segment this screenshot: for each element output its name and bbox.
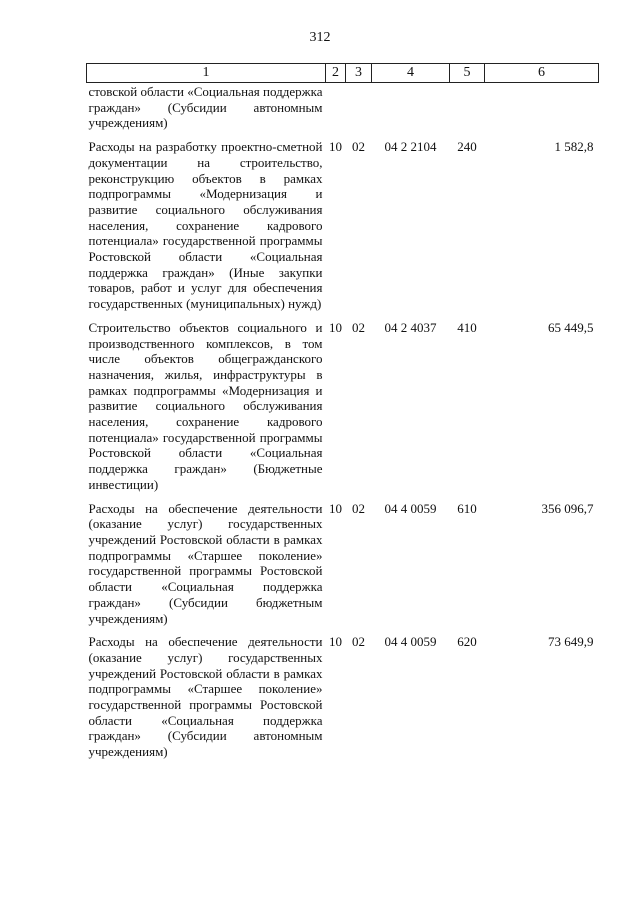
row-section: 10 — [329, 634, 342, 650]
row-target-article: 04 4 0059 — [384, 634, 437, 650]
header-col-5: 5 — [450, 64, 485, 83]
row-section: 10 — [329, 319, 342, 335]
row-amount: 73 649,9 — [548, 634, 594, 650]
table-header — [87, 64, 599, 83]
header-col-2: 2 — [326, 64, 346, 83]
page-number: 312 — [309, 30, 331, 45]
row-target-article: 04 2 4037 — [384, 319, 437, 335]
header-col-6: 6 — [485, 64, 599, 83]
row-section: 10 — [329, 500, 342, 516]
row-expense-type: 410 — [457, 319, 477, 335]
row-description: Расходы на разработку проектно-сметной документации на строительство, реконструкцию объектов в рамках подпрограммы «Модернизация и развитие социального обслуживания населения, сохранение кадрового потенциала» государственной программы Ростовской области «Социальная поддержка граждан» (Иные закупки товаров, работ и услуг для обеспечения государственных (муниципальных) нужд) — [88, 139, 323, 312]
row-description: Расходы на обеспечение деятельности (оказание услуг) государственных учреждений Ростовской области в рамках подпрограммы «Старшее поколение» государственной программы Ростовской области «Социальная поддержка граждан» (Субсидии автономным учреждениям) — [88, 634, 323, 760]
table-row — [87, 320, 599, 501]
row-amount — [485, 83, 599, 140]
row-section: 10 — [329, 139, 342, 155]
header-row — [87, 64, 599, 83]
row-target-article: 04 2 2104 — [384, 139, 437, 155]
row-target-article — [372, 83, 450, 140]
row-expense-type — [450, 83, 485, 140]
header-col-3: 3 — [346, 64, 372, 83]
row-description: Расходы на обеспечение деятельности (оказание услуг) государственных учреждений Ростовской области в рамках подпрограммы «Старшее поколение» государственной программы Ростовской области «Социальная поддержка граждан» (Субсидии бюджетным учреждениям) — [88, 500, 323, 626]
budget-table — [86, 63, 599, 768]
row-expense-type: 620 — [457, 634, 477, 650]
table-row — [87, 83, 599, 140]
row-section — [326, 83, 346, 140]
row-description: Строительство объектов социального и производственного комплексов, в том числе объектов общегражданского назначения, жилья, инфраструктуры в рамках подпрограммы «Модернизация и развитие социального обслуживания населения, сохранение кадрового потенциала» государственной программы Ростовской области «Социальная поддержка граждан» (Бюджетные инвестиции) — [88, 319, 323, 492]
row-subsection: 02 — [352, 500, 365, 516]
row-subsection: 02 — [352, 634, 365, 650]
row-target-article: 04 4 0059 — [384, 500, 437, 516]
row-description: стовской области «Социальная поддержка граждан» (Субсидии автономным учреждениям) — [88, 84, 323, 131]
row-subsection: 02 — [352, 319, 365, 335]
header-col-1: 1 — [87, 64, 326, 83]
row-amount: 356 096,7 — [541, 500, 594, 516]
table-body — [87, 83, 599, 768]
header-col-4: 4 — [372, 64, 450, 83]
row-expense-type: 240 — [457, 139, 477, 155]
table-row — [87, 634, 599, 768]
table-row — [87, 501, 599, 635]
table-row — [87, 139, 599, 320]
row-subsection: 02 — [352, 139, 365, 155]
row-subsection — [346, 83, 372, 140]
row-amount: 1 582,8 — [554, 139, 594, 155]
row-amount: 65 449,5 — [548, 319, 594, 335]
row-expense-type: 610 — [457, 500, 477, 516]
